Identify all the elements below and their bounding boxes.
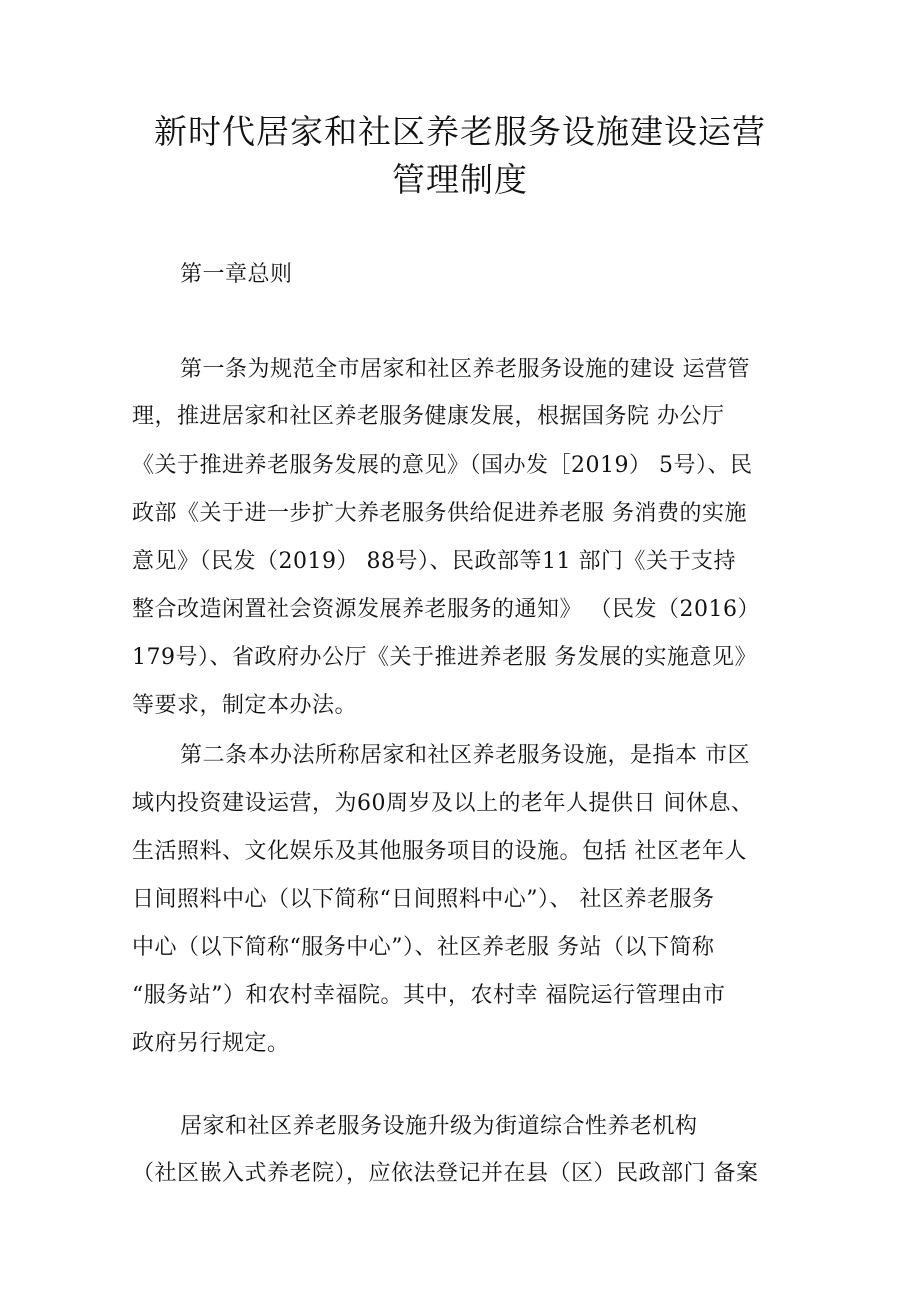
paragraph-3-line-1: 居家和社区养老服务设施升级为街道综合性养老机构 (180, 1114, 698, 1139)
article-2-line-4: 日间照料中心（以下简称“日间照料中心”）、 社区养老服务 (132, 887, 715, 912)
article-2-line-7: 政府另行规定。 (132, 1031, 290, 1056)
article-2-line-3: 生活照料、文化娱乐及其他服务项目的设施。包括 社区老年人 (132, 839, 747, 864)
article-1-line-6: 整合改造闲置社会资源发展养老服务的通知》 （民发（2016） (132, 597, 760, 622)
article-1-line-4: 政部《关于进一步扩大养老服务供给促进养老服 务消费的实施 (132, 501, 747, 526)
article-1-line-1: 第一条为规范全市居家和社区养老服务设施的建设 运营管 (180, 357, 750, 382)
document-title-line-1: 新时代居家和社区养老服务设施建设运营 (154, 112, 766, 151)
article-2-line-2: 域内投资建设运营，为60周岁及以上的老年人提供日 间休息、 (132, 791, 754, 816)
article-1-line-5: 意见》（民发（2019） 88号）、民政部等11 部门《关于支持 (132, 549, 736, 574)
chapter-heading: 第一章总则 (180, 262, 293, 287)
article-1-line-7: 179号）、省政府办公厅《关于推进养老服 务发展的实施意见》 (132, 645, 757, 670)
article-2-line-1: 第二条本办法所称居家和社区养老服务设施，是指本 市区 (180, 743, 750, 768)
paragraph-3-line-2: （社区嵌入式养老院），应依法登记并在县（区）民政部门 备案 (132, 1161, 759, 1186)
article-2-line-6: “服务站”）和农村幸福院。其中，农村幸 福院运行管理由市 (132, 983, 726, 1008)
article-2-line-5: 中心（以下简称“服务中心”）、社区养老服 务站（以下简称 (132, 935, 715, 960)
article-1-line-8: 等要求，制定本办法。 (132, 693, 358, 718)
article-1-line-3: 《关于推进养老服务发展的意见》（国办发［2019） 5号）、民 (132, 453, 753, 478)
article-1-line-2: 理，推进居家和社区养老服务健康发展，根据国务院 办公厅 (132, 404, 725, 429)
document-title-line-2: 管理制度 (392, 160, 528, 199)
